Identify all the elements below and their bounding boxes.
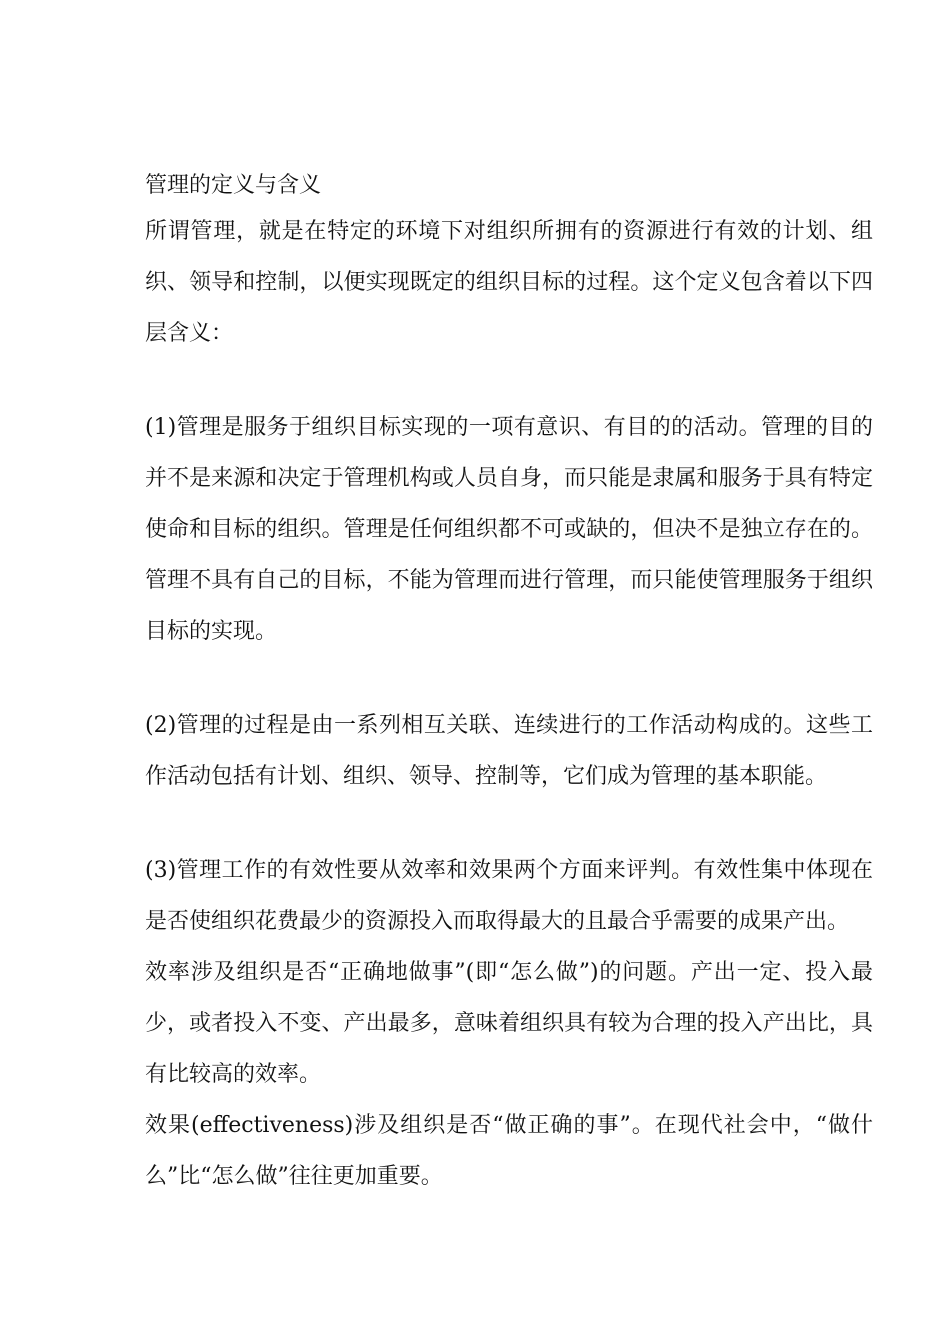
intro-paragraph: 所谓管理，就是在特定的环境下对组织所拥有的资源进行有效的计划、组织、领导和控制，以便实现既定的组织目标的过程。这个定义包含着以下四层含义： — [145, 219, 873, 346]
document-title: 管理的定义与含义 — [145, 173, 322, 198]
efficiency-paragraph: 效率涉及组织是否“正确地做事”(即“怎么做”)的问题。产出一定、投入最少，或者投入不变、产出最多，意味着组织具有较为合理的投入产出比，具有比较高的效率。 — [145, 960, 873, 1087]
paragraph-spacer — [145, 359, 873, 402]
document-body — [145, 166, 873, 1202]
effectiveness-paragraph: 效果(effectiveness)涉及组织是否“做正确的事”。在现代社会中，“做什么”比“怎么做”往往更加重要。 — [145, 1113, 873, 1189]
point-2-paragraph: (2)管理的过程是由一系列相互关联、连续进行的工作活动构成的。这些工作活动包括有计划、组织、领导、控制等，它们成为管理的基本职能。 — [145, 713, 873, 789]
point-1-paragraph: (1)管理是服务于组织目标实现的一项有意识、有目的的活动。管理的目的并不是来源和决定于管理机构或人员自身，而只能是隶属和服务于具有特定使命和目标的组织。管理是任何组织都不可或缺的，但决不是独立存在的。管理不具有自己的目标，不能为管理而进行管理，而只能使管理服务于组织目标的实现。 — [145, 415, 873, 644]
point-3-paragraph: (3)管理工作的有效性要从效率和效果两个方面来评判。有效性集中体现在是否使组织花费最少的资源投入而取得最大的且最合乎需要的成果产出。 — [145, 858, 873, 934]
paragraph-spacer — [145, 802, 873, 845]
paragraph-spacer — [145, 657, 873, 700]
